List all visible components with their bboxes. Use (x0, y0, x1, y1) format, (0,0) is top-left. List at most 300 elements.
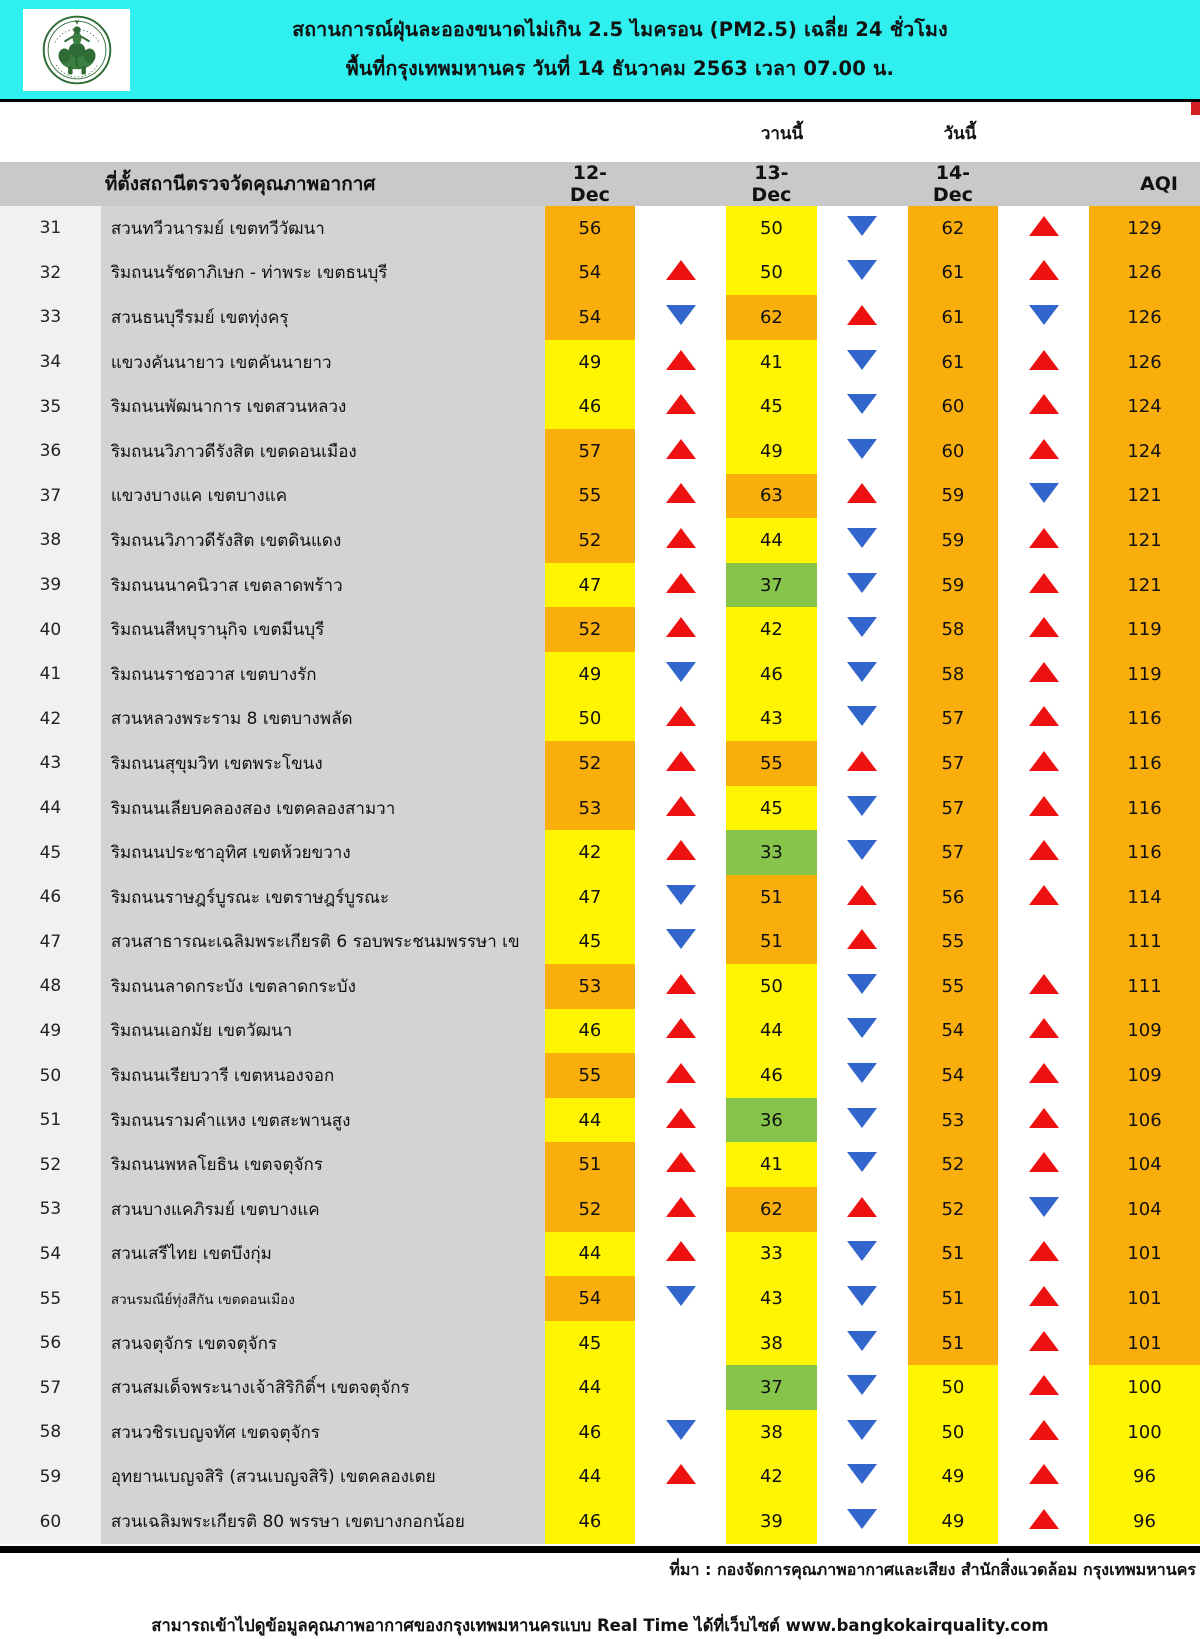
report-banner (0, 0, 1200, 102)
pm25-value-12dec: 52 (545, 1187, 636, 1232)
trend-13-to-14 (817, 251, 908, 296)
aqi-value: 106 (1089, 1098, 1200, 1143)
station-name: ริมถนนสุขุมวิท เขตพระโขนง (101, 741, 545, 786)
station-name: สวนวชิรเบญจทัศ เขตจตุจักร (101, 1410, 545, 1455)
arrow-down-icon (666, 662, 696, 682)
trend-aqi (998, 607, 1089, 652)
pm25-value-13dec: 50 (726, 206, 817, 251)
pm25-value-14dec: 49 (908, 1455, 999, 1500)
row-index: 42 (0, 697, 101, 742)
arrow-down-icon (847, 1108, 877, 1128)
pm25-value-13dec: 37 (726, 563, 817, 608)
trend-13-to-14 (817, 697, 908, 742)
arrow-up-icon (1029, 885, 1059, 905)
trend-aqi (998, 920, 1089, 965)
aqi-value: 121 (1089, 474, 1200, 519)
trend-13-to-14 (817, 1365, 908, 1410)
arrow-up-icon (1029, 1331, 1059, 1351)
arrow-up-icon (666, 1018, 696, 1038)
table-row (0, 607, 1200, 652)
pm25-value-13dec: 38 (726, 1321, 817, 1366)
pm25-value-13dec: 45 (726, 786, 817, 831)
station-name: สวนเฉลิมพระเกียรติ 80 พรรษา เขตบางกอกน้อย (101, 1499, 545, 1544)
row-index: 57 (0, 1365, 101, 1410)
arrow-up-icon (847, 885, 877, 905)
row-index: 35 (0, 384, 101, 429)
table-row (0, 697, 1200, 742)
trend-aqi (998, 295, 1089, 340)
pm25-value-13dec: 41 (726, 1142, 817, 1187)
pm25-value-12dec: 44 (545, 1098, 636, 1143)
row-index: 55 (0, 1276, 101, 1321)
arrow-down-icon (666, 885, 696, 905)
pm25-value-12dec: 57 (545, 429, 636, 474)
station-name: ริมถนนเลียบคลองสอง เขตคลองสามวา (101, 786, 545, 831)
pm25-value-14dec: 61 (908, 295, 999, 340)
trend-12-to-13 (635, 206, 726, 251)
trend-13-to-14 (817, 1499, 908, 1544)
trend-12-to-13 (635, 1187, 726, 1232)
trend-13-to-14 (817, 429, 908, 474)
table-row (0, 1053, 1200, 1098)
pm25-value-14dec: 57 (908, 786, 999, 831)
arrow-down-icon (1029, 305, 1059, 325)
arrow-up-icon (1029, 1152, 1059, 1172)
trend-12-to-13 (635, 518, 726, 563)
pm25-value-14dec: 59 (908, 518, 999, 563)
trend-13-to-14 (817, 830, 908, 875)
aqi-value: 101 (1089, 1276, 1200, 1321)
arrow-down-icon (847, 394, 877, 414)
trend-13-to-14 (817, 1321, 908, 1366)
arrow-down-icon (847, 260, 877, 280)
pm25-value-13dec: 43 (726, 697, 817, 742)
pm25-value-14dec: 51 (908, 1232, 999, 1277)
row-index: 53 (0, 1187, 101, 1232)
pm25-value-13dec: 42 (726, 607, 817, 652)
trend-12-to-13 (635, 830, 726, 875)
arrow-up-icon (1029, 1286, 1059, 1306)
arrow-down-icon (847, 1152, 877, 1172)
pm25-value-14dec: 52 (908, 1187, 999, 1232)
arrow-down-icon (666, 1420, 696, 1440)
trend-12-to-13 (635, 786, 726, 831)
pm25-value-12dec: 49 (545, 340, 636, 385)
trend-aqi (998, 652, 1089, 697)
trend-13-to-14 (817, 786, 908, 831)
table-row (0, 1142, 1200, 1187)
bottom-rule (0, 1546, 1200, 1553)
trend-12-to-13 (635, 1499, 726, 1544)
row-index: 32 (0, 251, 101, 296)
pm25-value-12dec: 42 (545, 830, 636, 875)
arrow-up-icon (1029, 1018, 1059, 1038)
pm25-value-12dec: 49 (545, 652, 636, 697)
pm25-value-13dec: 51 (726, 875, 817, 920)
table-row (0, 875, 1200, 920)
column-header-trend-2 (817, 162, 908, 206)
table-row (0, 1098, 1200, 1143)
pm25-value-12dec: 44 (545, 1232, 636, 1277)
pm25-value-14dec: 58 (908, 652, 999, 697)
table-row (0, 1232, 1200, 1277)
station-name: ริมถนนพัฒนาการ เขตสวนหลวง (101, 384, 545, 429)
station-name: สวนจตุจักร เขตจตุจักร (101, 1321, 545, 1366)
station-name: สวนสมเด็จพระนางเจ้าสิริกิติ์ฯ เขตจตุจักร (101, 1365, 545, 1410)
trend-12-to-13 (635, 964, 726, 1009)
table-row (0, 920, 1200, 965)
row-index: 33 (0, 295, 101, 340)
trend-12-to-13 (635, 1410, 726, 1455)
aqi-value: 116 (1089, 697, 1200, 742)
trend-13-to-14 (817, 875, 908, 920)
table-row (0, 830, 1200, 875)
trend-aqi (998, 875, 1089, 920)
arrow-down-icon (666, 305, 696, 325)
station-name: ริมถนนประชาอุทิศ เขตห้วยขวาง (101, 830, 545, 875)
trend-aqi (998, 251, 1089, 296)
table-row (0, 340, 1200, 385)
trend-13-to-14 (817, 518, 908, 563)
pm25-value-14dec: 61 (908, 340, 999, 385)
pm25-value-13dec: 36 (726, 1098, 817, 1143)
station-name: สวนบางแคภิรมย์ เขตบางแค (101, 1187, 545, 1232)
aqi-value: 104 (1089, 1187, 1200, 1232)
pm25-value-13dec: 62 (726, 1187, 817, 1232)
trend-aqi (998, 1187, 1089, 1232)
arrow-down-icon (847, 706, 877, 726)
station-name: ริมถนนราชอวาส เขตบางรัก (101, 652, 545, 697)
row-index: 36 (0, 429, 101, 474)
arrow-up-icon (1029, 260, 1059, 280)
trend-12-to-13 (635, 1276, 726, 1321)
arrow-up-icon (847, 483, 877, 503)
banner-title-line-2: พื้นที่กรุงเทพมหานคร วันที่ 14 ธันวาคม 2563 เวลา 07.00 น. (345, 57, 895, 80)
arrow-up-icon (847, 305, 877, 325)
pm25-value-13dec: 49 (726, 429, 817, 474)
arrow-down-icon (847, 1331, 877, 1351)
arrow-down-icon (847, 528, 877, 548)
trend-aqi (998, 518, 1089, 563)
trend-12-to-13 (635, 1232, 726, 1277)
arrow-up-icon (666, 840, 696, 860)
pm25-value-12dec: 44 (545, 1365, 636, 1410)
pm25-value-14dec: 50 (908, 1410, 999, 1455)
trend-aqi (998, 697, 1089, 742)
pm25-value-12dec: 51 (545, 1142, 636, 1187)
pm25-value-12dec: 46 (545, 1410, 636, 1455)
pm25-value-14dec: 49 (908, 1499, 999, 1544)
station-name: อุทยานเบญจสิริ (สวนเบญจสิริ) เขตคลองเตย (101, 1455, 545, 1500)
pm25-value-12dec: 52 (545, 607, 636, 652)
trend-13-to-14 (817, 652, 908, 697)
pm25-value-14dec: 60 (908, 429, 999, 474)
table-row (0, 206, 1200, 251)
pm25-station-table (0, 162, 1200, 1544)
aqi-value: 111 (1089, 920, 1200, 965)
aqi-value: 101 (1089, 1321, 1200, 1366)
aqi-value: 119 (1089, 652, 1200, 697)
row-index: 49 (0, 1009, 101, 1054)
column-header-trend-1 (635, 162, 726, 206)
aqi-value: 124 (1089, 429, 1200, 474)
table-row (0, 1455, 1200, 1500)
trend-aqi (998, 1455, 1089, 1500)
trend-13-to-14 (817, 474, 908, 519)
trend-aqi (998, 206, 1089, 251)
table-row (0, 295, 1200, 340)
arrow-up-icon (1029, 1509, 1059, 1529)
pm25-value-13dec: 62 (726, 295, 817, 340)
table-row (0, 518, 1200, 563)
pm25-value-12dec: 55 (545, 1053, 636, 1098)
table-row (0, 1187, 1200, 1232)
station-name: ริมถนนวิภาวดีรังสิต เขตดอนเมือง (101, 429, 545, 474)
arrow-up-icon (1029, 751, 1059, 771)
pm25-value-13dec: 37 (726, 1365, 817, 1410)
table-row (0, 563, 1200, 608)
pm25-value-14dec: 54 (908, 1053, 999, 1098)
trend-aqi (998, 1009, 1089, 1054)
arrow-up-icon (1029, 573, 1059, 593)
trend-12-to-13 (635, 1321, 726, 1366)
station-name: สวนทวีวนารมย์ เขตทวีวัฒนา (101, 206, 545, 251)
pm25-value-14dec: 60 (908, 384, 999, 429)
trend-12-to-13 (635, 429, 726, 474)
trend-12-to-13 (635, 920, 726, 965)
row-index: 44 (0, 786, 101, 831)
station-name: สวนรมณีย์ทุ่งสีกัน เขตดอนเมือง (101, 1276, 545, 1321)
pm25-value-12dec: 47 (545, 875, 636, 920)
pm25-value-12dec: 54 (545, 251, 636, 296)
station-name: ริมถนนรัชดาภิเษก - ท่าพระ เขตธนบุรี (101, 251, 545, 296)
pm25-value-14dec: 51 (908, 1276, 999, 1321)
station-name: ริมถนนรามคำแหง เขตสะพานสูง (101, 1098, 545, 1143)
aqi-value: 121 (1089, 518, 1200, 563)
aqi-value: 119 (1089, 607, 1200, 652)
arrow-up-icon (1029, 617, 1059, 637)
aqi-value: 126 (1089, 340, 1200, 385)
table-row (0, 1321, 1200, 1366)
table-row (0, 429, 1200, 474)
arrow-down-icon (847, 1286, 877, 1306)
arrow-up-icon (1029, 840, 1059, 860)
trend-12-to-13 (635, 474, 726, 519)
arrow-down-icon (847, 1420, 877, 1440)
trend-aqi (998, 474, 1089, 519)
arrow-down-icon (847, 1063, 877, 1083)
today-label: วันนี้ (943, 124, 977, 144)
trend-aqi (998, 563, 1089, 608)
pm25-value-14dec: 55 (908, 964, 999, 1009)
arrow-up-icon (666, 751, 696, 771)
trend-12-to-13 (635, 1142, 726, 1187)
trend-12-to-13 (635, 340, 726, 385)
trend-12-to-13 (635, 607, 726, 652)
arrow-up-icon (1029, 974, 1059, 994)
arrow-down-icon (666, 1286, 696, 1306)
arrow-up-icon (666, 260, 696, 280)
arrow-down-icon (847, 1464, 877, 1484)
arrow-down-icon (847, 350, 877, 370)
row-index: 54 (0, 1232, 101, 1277)
row-index: 50 (0, 1053, 101, 1098)
trend-aqi (998, 384, 1089, 429)
trend-12-to-13 (635, 251, 726, 296)
trend-13-to-14 (817, 1276, 908, 1321)
bangkok-seal-icon (40, 13, 114, 87)
trend-12-to-13 (635, 1455, 726, 1500)
pm25-value-12dec: 45 (545, 920, 636, 965)
trend-13-to-14 (817, 1187, 908, 1232)
station-name: สวนสาธารณะเฉลิมพระเกียรติ 6 รอบพระชนมพรรษา เข (101, 920, 545, 965)
column-header-no (0, 162, 101, 206)
arrow-up-icon (1029, 216, 1059, 236)
table-row (0, 1410, 1200, 1455)
pm25-value-13dec: 50 (726, 251, 817, 296)
station-name: ริมถนนพหลโยธิน เขตจตุจักร (101, 1142, 545, 1187)
trend-13-to-14 (817, 1053, 908, 1098)
arrow-up-icon (666, 573, 696, 593)
aqi-value: 116 (1089, 786, 1200, 831)
trend-12-to-13 (635, 875, 726, 920)
station-name: แขวงคันนายาว เขตคันนายาว (101, 340, 545, 385)
pm25-value-14dec: 53 (908, 1098, 999, 1143)
trend-aqi (998, 1410, 1089, 1455)
trend-13-to-14 (817, 295, 908, 340)
pm25-value-12dec: 52 (545, 741, 636, 786)
trend-13-to-14 (817, 340, 908, 385)
table-row (0, 1365, 1200, 1410)
row-index: 45 (0, 830, 101, 875)
pm25-value-13dec: 44 (726, 1009, 817, 1054)
aqi-value: 96 (1089, 1499, 1200, 1544)
table-header (0, 162, 1200, 206)
pm25-value-13dec: 41 (726, 340, 817, 385)
realtime-website-note: สามารถเข้าไปดูข้อมูลคุณภาพอากาศของกรุงเทพมหานครแบบ Real Time ได้ที่เว็บไซต์ www.bangkokairquality.com (151, 1615, 1049, 1635)
trend-aqi (998, 786, 1089, 831)
pm25-value-14dec: 57 (908, 697, 999, 742)
arrow-up-icon (666, 1464, 696, 1484)
pm25-value-13dec: 63 (726, 474, 817, 519)
arrow-up-icon (1029, 1063, 1059, 1083)
station-name: ริมถนนเอกมัย เขตวัฒนา (101, 1009, 545, 1054)
source-note: ที่มา : กองจัดการคุณภาพอากาศและเสียง สำนักสิ่งแวดล้อม กรุงเทพมหานคร (669, 1559, 1196, 1579)
aqi-value: 124 (1089, 384, 1200, 429)
table-body (0, 206, 1200, 1544)
aqi-value: 96 (1089, 1455, 1200, 1500)
pm25-value-12dec: 46 (545, 384, 636, 429)
pm25-value-14dec: 55 (908, 920, 999, 965)
column-header-aqi: AQI (1089, 162, 1200, 206)
arrow-up-icon (847, 751, 877, 771)
arrow-down-icon (847, 1375, 877, 1395)
arrow-down-icon (847, 216, 877, 236)
arrow-down-icon (847, 662, 877, 682)
banner-title-block (130, 15, 1200, 84)
trend-13-to-14 (817, 964, 908, 1009)
aqi-value: 100 (1089, 1410, 1200, 1455)
table-header-row (0, 162, 1200, 206)
arrow-down-icon (847, 1018, 877, 1038)
pm25-value-12dec: 54 (545, 1276, 636, 1321)
red-corner-marker (1191, 102, 1200, 115)
row-index: 39 (0, 563, 101, 608)
arrow-up-icon (1029, 796, 1059, 816)
row-index: 34 (0, 340, 101, 385)
trend-aqi (998, 741, 1089, 786)
aqi-value: 116 (1089, 830, 1200, 875)
pm25-value-14dec: 54 (908, 1009, 999, 1054)
aqi-value: 116 (1089, 741, 1200, 786)
aqi-value: 100 (1089, 1365, 1200, 1410)
arrow-up-icon (666, 483, 696, 503)
pm25-value-12dec: 45 (545, 1321, 636, 1366)
arrow-up-icon (666, 1152, 696, 1172)
pm25-value-13dec: 33 (726, 1232, 817, 1277)
table-row (0, 384, 1200, 429)
arrow-up-icon (666, 1108, 696, 1128)
row-index: 43 (0, 741, 101, 786)
trend-12-to-13 (635, 652, 726, 697)
trend-13-to-14 (817, 384, 908, 429)
arrow-down-icon (847, 617, 877, 637)
trend-12-to-13 (635, 1053, 726, 1098)
pm25-value-13dec: 42 (726, 1455, 817, 1500)
station-name: สวนหลวงพระราม 8 เขตบางพลัด (101, 697, 545, 742)
arrow-down-icon (847, 573, 877, 593)
row-index: 56 (0, 1321, 101, 1366)
arrow-up-icon (666, 974, 696, 994)
column-header-13dec: 13-Dec (726, 162, 817, 206)
arrow-up-icon (1029, 1108, 1059, 1128)
pm25-value-14dec: 59 (908, 563, 999, 608)
station-name: ริมถนนสีหบุรานุกิจ เขตมีนบุรี (101, 607, 545, 652)
trend-13-to-14 (817, 1232, 908, 1277)
trend-aqi (998, 1098, 1089, 1143)
arrow-up-icon (666, 394, 696, 414)
pm25-value-12dec: 52 (545, 518, 636, 563)
row-index: 58 (0, 1410, 101, 1455)
row-index: 48 (0, 964, 101, 1009)
arrow-down-icon (847, 1509, 877, 1529)
aqi-value: 126 (1089, 295, 1200, 340)
column-header-14dec: 14-Dec (908, 162, 999, 206)
pm25-value-13dec: 38 (726, 1410, 817, 1455)
trend-13-to-14 (817, 206, 908, 251)
arrow-up-icon (666, 706, 696, 726)
trend-aqi (998, 964, 1089, 1009)
column-header-station: ที่ตั้งสถานีตรวจวัดคุณภาพอากาศ (101, 162, 545, 206)
table-row (0, 741, 1200, 786)
trend-aqi (998, 1499, 1089, 1544)
pm25-value-12dec: 55 (545, 474, 636, 519)
pm25-value-14dec: 58 (908, 607, 999, 652)
arrow-down-icon (847, 1241, 877, 1261)
station-name: แขวงบางแค เขตบางแค (101, 474, 545, 519)
aqi-value: 109 (1089, 1009, 1200, 1054)
arrow-up-icon (1029, 706, 1059, 726)
trend-12-to-13 (635, 741, 726, 786)
pm25-value-13dec: 46 (726, 1053, 817, 1098)
trend-12-to-13 (635, 384, 726, 429)
row-index: 51 (0, 1098, 101, 1143)
arrow-up-icon (666, 528, 696, 548)
pm25-value-14dec: 59 (908, 474, 999, 519)
pm25-value-12dec: 56 (545, 206, 636, 251)
row-index: 31 (0, 206, 101, 251)
row-index: 47 (0, 920, 101, 965)
